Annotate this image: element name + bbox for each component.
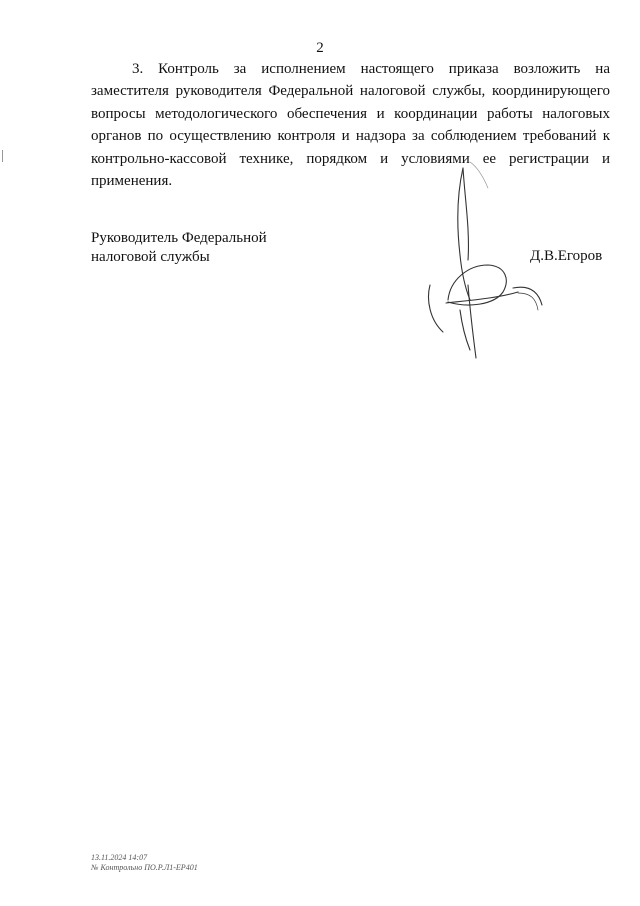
handwritten-signature (418, 160, 558, 360)
body-paragraph: 3. Контроль за исполнением настоящего приказа возложить на заместителя руководителя Федеральной налоговой службы, координирующего вопросы методологического обеспечения и координации работы налоговых органов по осуществлению контроля и надзора за соблюдением требований к контрольно-кассовой технике, порядком и условиями ее регистрации и применения. (91, 61, 610, 190)
signatory-title-line2: налоговой службы (91, 248, 210, 265)
signatory-title (91, 229, 267, 266)
signatory-title-line1: Руководитель Федеральной (91, 230, 267, 246)
document-footer (91, 853, 198, 873)
footer-timestamp: 13.11.2024 14:07 (91, 853, 148, 862)
signatory-name: Д.В.Егоров (530, 248, 603, 264)
page-number: 2 (316, 40, 324, 56)
scan-edge-mark (2, 150, 3, 162)
footer-reference: № Контрольно ПО.Р.Л1-ЕР401 (91, 863, 198, 872)
